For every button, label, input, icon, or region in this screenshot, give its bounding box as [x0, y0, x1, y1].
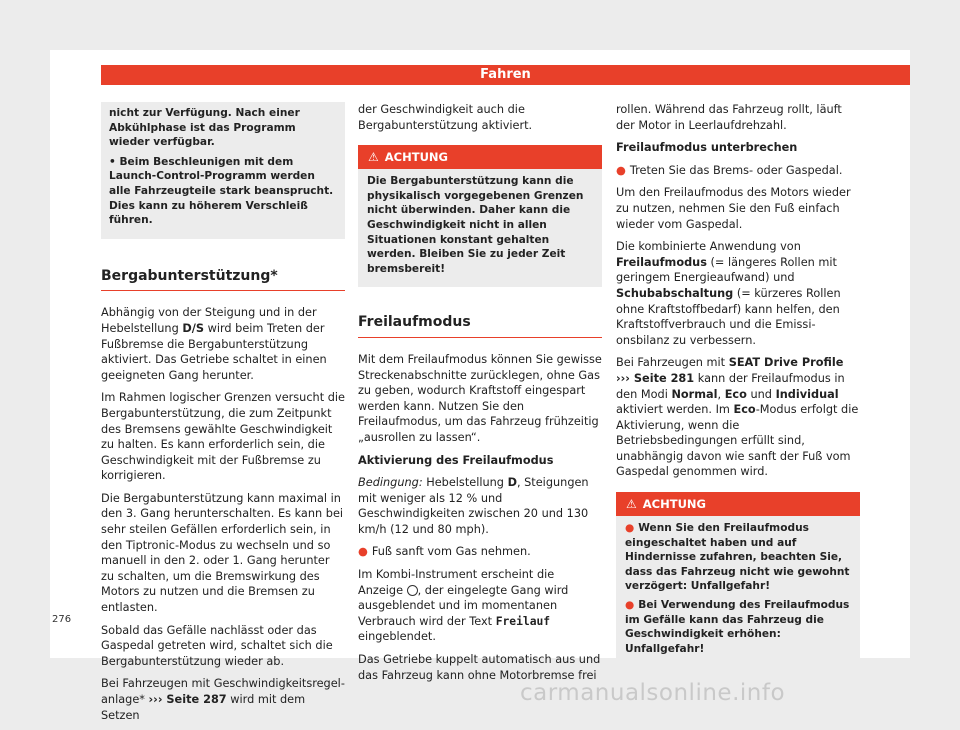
warning-box — [616, 492, 860, 667]
paragraph: Im Rahmen logischer Grenzen versucht die Bergabunterstützung, die zum Zeitpunkt des Bremsens gewählte Geschwindigkeit zu halten. Es kann erforderlich sein, die Geschwindigkeit mit der Fußbremse zu korrigieren. — [101, 391, 345, 483]
paragraph: Die Bergabunterstützung kann maximal in den 3. Gang herunterschalten. Es kann bei sehr steilen Gefällen erforderlich sein, in den Tiptronic-Modus zu wechseln und so manuell in den 2. oder 1. Gang herunter zu schalten, um die Bremswirkung des Motors zu nutzen und die Bremsen zu entlasten. — [101, 491, 344, 615]
paragraph: Abhängig von der Steigung und in der Hebelstellung D/S wird beim Treten der Fußbremse die Bergabunterstützung aktiviert. Das Getriebe schaltet in einen geeigneten Gang herunter. — [101, 306, 327, 382]
warning-header: ⚠ ACHTUNG — [358, 145, 602, 169]
paragraph: Das Getriebe kuppelt automatisch aus und das Fahrzeug kann ohne Motorbremse frei — [358, 653, 601, 682]
column-3 — [616, 102, 860, 667]
paragraph: Bedingung: Hebelstellung D, Steigungen mit weniger als 12 % und Geschwindigkeiten zwischen 20 und 130 km/h (12 und 80 mph). — [358, 476, 589, 536]
bullet-icon: ● — [358, 545, 368, 559]
note-bullet: • Beim Beschleunigen mit dem Launch-Control-Programm werden alle Fahrzeugteile stark beansprucht. Dies kann zu höherem Verschleiß führen. — [109, 155, 334, 227]
paragraph: Um den Freilaufmodus des Motors wieder zu nutzen, nehmen Sie den Fuß einfach wieder vom Gaspedal. — [616, 186, 851, 231]
bullet-icon: ● — [616, 163, 626, 177]
paragraph: Bei Fahrzeugen mit SEAT Drive Profile ››› Seite 281 kann der Freilaufmodus in den Modi Normal, Eco und Individual aktiviert werden. Im Eco-Modus erfolgt die Aktivierung, wenn die Betriebsbedingungen erfüllt sind, unabhängig davon wie sanft der Fuß vom Gaspedal genommen wird. — [616, 356, 859, 479]
section-title-bergab: Bergabunterstützung* — [101, 269, 345, 292]
note-box — [101, 102, 345, 239]
page-number: 276 — [52, 614, 72, 625]
subheading: Freilaufmodus unterbrechen — [616, 141, 798, 155]
warning-header: ⚠ ACHTUNG — [616, 492, 860, 516]
subheading: Aktivierung des Freilaufmodus — [358, 453, 554, 467]
coasting-indicator-icon — [407, 585, 418, 596]
warning-bullet: ● Bei Verwendung des Freilaufmodus im Gefälle kann das Fahrzeug die Geschwindigkeit erhöhen: Unfallgefahr! — [625, 599, 850, 655]
note-text: nicht zur Verfügung. Nach einer Abkühlphase ist das Programm wieder verfügbar. — [109, 107, 300, 149]
paragraph: rollen. Während das Fahrzeug rollt, läuft der Motor in Leerlaufdrehzahl. — [616, 103, 842, 132]
paragraph: Im Kombi-Instrument erscheint die Anzeige , der eingelegte Gang wird ausgeblendet und im momentanen Verbrauch wird der Text Freilauf eingeblendet. — [358, 568, 569, 644]
bullet-item: ● Treten Sie das Brems- oder Gaspedal. — [616, 163, 843, 177]
paragraph: der Geschwindigkeit auch die Bergabunterstützung aktiviert. — [358, 103, 533, 132]
watermark: carmanualsonline.info — [520, 680, 786, 706]
warning-body: Die Bergabunterstützung kann die physikalisch vorgegebenen Grenzen nicht überwinden. Daher kann die Geschwindigkeit nicht in allen Situationen konstant gehalten werden. Bleiben Sie zu jeder Zeit bremsbereit! — [367, 175, 584, 275]
column-2 — [358, 102, 602, 690]
bullet-item: ● Fuß sanft vom Gas nehmen. — [358, 545, 531, 559]
paragraph: Die kombinierte Anwendung von Freilaufmodus (= längeres Rollen mit geringem Energieaufwand) und Schubabschaltung (= kürzeres Rollen ohne Kraftstoffbedarf) kann helfen, den Kraftstoffverbrauch und die Emissionsbilanz zu verbessern. — [616, 240, 841, 347]
page-link[interactable]: ››› Seite 287 — [148, 693, 227, 706]
page-link[interactable]: ››› Seite 281 — [616, 371, 695, 385]
warning-body — [616, 516, 860, 667]
paragraph: Sobald das Gefälle nachlässt oder das Gaspedal getreten wird, schaltet sich die Bergabunterstützung wieder ab. — [101, 623, 333, 668]
warning-box — [358, 145, 602, 287]
warning-triangle-icon: ⚠ — [368, 150, 379, 165]
column-1 — [101, 102, 345, 730]
section-title-freilauf: Freilaufmodus — [358, 315, 602, 338]
warning-bullet: ● Wenn Sie den Freilaufmodus eingeschaltet haben und auf Hindernisse zufahren, beachten Sie, dass das Fahrzeug nicht wie gewohnt verzögert: Unfallgefahr! — [625, 522, 850, 593]
warning-triangle-icon: ⚠ — [626, 497, 637, 512]
paragraph: Mit dem Freilaufmodus können Sie gewisse Streckenabschnitte zurücklegen, ohne Gas zu geben, wodurch Kraftstoff eingespart werden kann. Nutzen Sie den Freilaufmodus, um das Fahrzeug frühzeitig „ausrollen zu lassen“. — [358, 352, 602, 444]
paragraph: Bei Fahrzeugen mit Geschwindigkeitsregelanlage* ››› Seite 287 wird mit dem Setzen — [101, 677, 345, 722]
chapter-header: Fahren — [101, 65, 910, 85]
